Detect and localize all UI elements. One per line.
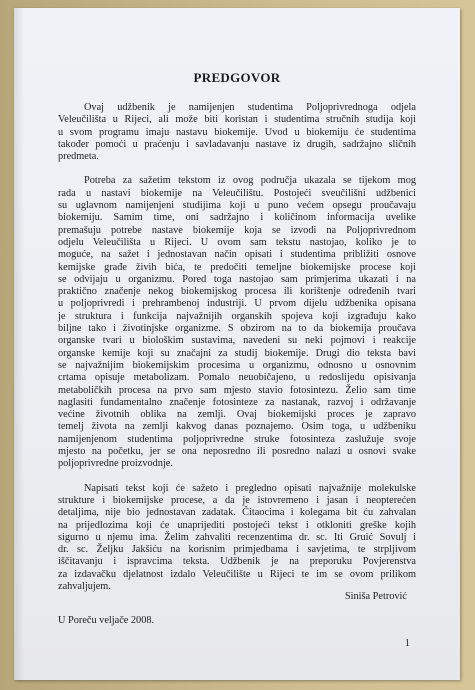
text-line: detaljima, nije bio jednostavan zadatak. Čitaocima i kolegama bit ću zahvalan [58,507,416,519]
text-line: namijenjenom studentima poljoprivredne struke fotosinteza zaslužuje svoje [58,433,416,445]
page-number: 1 [404,638,410,649]
page-title: PREDGOVOR [193,70,281,85]
text-line: moguće, na sažet i jednostavan način opisati i studentima približiti osnove [58,249,416,261]
text-line: poljoprivredne proizvodnje. [58,458,173,470]
paragraph-2 [58,175,416,470]
text-line: crtama opisuje metabolizam. Pomalo neuobičajeno, u redoslijedu opisivanja [58,372,416,384]
text-line: rada u nastavi biokemije na Veleučilištu. Postojeći sveučilišni udžbenici [58,187,416,199]
book-page [14,8,460,680]
text-line: iščitavanju i ispravcima teksta. Udžbenik je na preporuku Povjerenstva [58,556,416,568]
text-line: premašuju potrebe nastave biokemije koja se izvodi na Poljoprivrednom [58,224,416,236]
paragraph-1 [58,102,416,163]
text-line: se odvijaju u organizmu. Pored toga nastojao sam primjerima ukazati i na [58,273,416,285]
text-line: sigurno u njemu ima. Želim zahvaliti recenzentima dr. sc. Iti Gruić Sovulj i [58,531,416,543]
text-line: na prijedlozima koji će unaprijediti postojeći tekst i otkloniti greške kojih [58,519,416,531]
page-gutter-shadow [14,8,24,680]
text-line: Napisati tekst koji će sažeto i pregledno opisati najvažnije molekulske [84,482,416,494]
text-line: su uglavnom namijenjeni studijima koji u puno većem opsegu proučavaju [58,200,416,212]
text-line: se najvažnijim biokemijskim procesima u organizmu, odnosno u osnovnim [58,359,416,371]
text-line: metaboličkih procesa na prvo sam mjesto stavio fotosintezu. Želio sam time [58,384,416,396]
preface-body [58,102,416,605]
text-line: organske kemije koji su značajni za studij biokemije. Drugi dio teksta bavi [58,347,416,359]
text-line: strukture i biokemijske procese, a da je istovremeno i jasan i neopterećen [58,494,416,506]
text-line: zahvaljujem. [58,580,111,592]
text-line: temelj života na zemlji kakvog danas poznajemo. Osim toga, u udžbeniku [58,421,416,433]
text-line: predmeta. [58,151,99,163]
place-and-date: U Poreču veljače 2008. [58,615,155,626]
text-line: Potreba za sažetim tekstom iz ovog područja ukazala se tijekom mog [84,175,416,187]
text-line: biokemiju. Samim time, oni sadržajno i količinom informacija uvelike [58,212,416,224]
text-line: u poljoprivredi i prehrambenoj industriji. U prvom dijelu udžbenika opisana [58,298,416,310]
text-line: za izdavačku djelatnost izdalo Veleučilište u Rijeci te im se ovom prilikom [58,568,416,580]
text-line: organske tvari u biološkim sustavima, navedeni su neki pojmovi i reakcije [58,335,416,347]
text-line: biljne tako i životinjske organizme. S obzirom na to da biokemija proučava [58,323,416,335]
text-line: naglasiti fundamentalno značenje fotosinteze za nastanak, razvoj i održavanje [58,396,416,408]
text-line: mjesto na početku, jer se ona neposredno ili posredno nalazi u osnovi svake [58,446,416,458]
text-line: također pomoći u praćenju i savladavanju nastave iz drugih, sadržajno sličnih [58,138,416,150]
text-line: je struktura i funkcija najvažnijih organskih spojeva koji izgrađuju kako [58,310,416,322]
text-line: većine životnih oblika na zemlji. Ovaj biokemijski proces je zapravo [58,409,416,421]
author-signature: Siniša Petrović [344,591,407,602]
text-line: Ovaj udžbenik je namijenjen studentima Poljoprivrednoga odjela [84,102,416,113]
text-line: odjelu Veleučilišta u Rijeci. U ovom sam tekstu nastojao, koliko je to [58,236,416,248]
text-line: dr. sc. Željku Jakšiću na korisnim primjedbama i savjetima, te strpljivom [58,544,416,556]
paragraph-3 [58,483,416,594]
text-line: Veleučilišta u Rijeci, ali može biti koristan i studentima stručnih studija koji [58,114,416,126]
text-line: praktično značenje nekog biokemijskog procesa ili korištenje određenih tvari [58,286,416,298]
text-line: kemijske građe živih bića, te predočiti temeljne biokemijske procese koji [58,261,416,273]
text-line: u svom programu imaju nastavu biokemije. Uvod u biokemiju će studentima [58,126,416,138]
